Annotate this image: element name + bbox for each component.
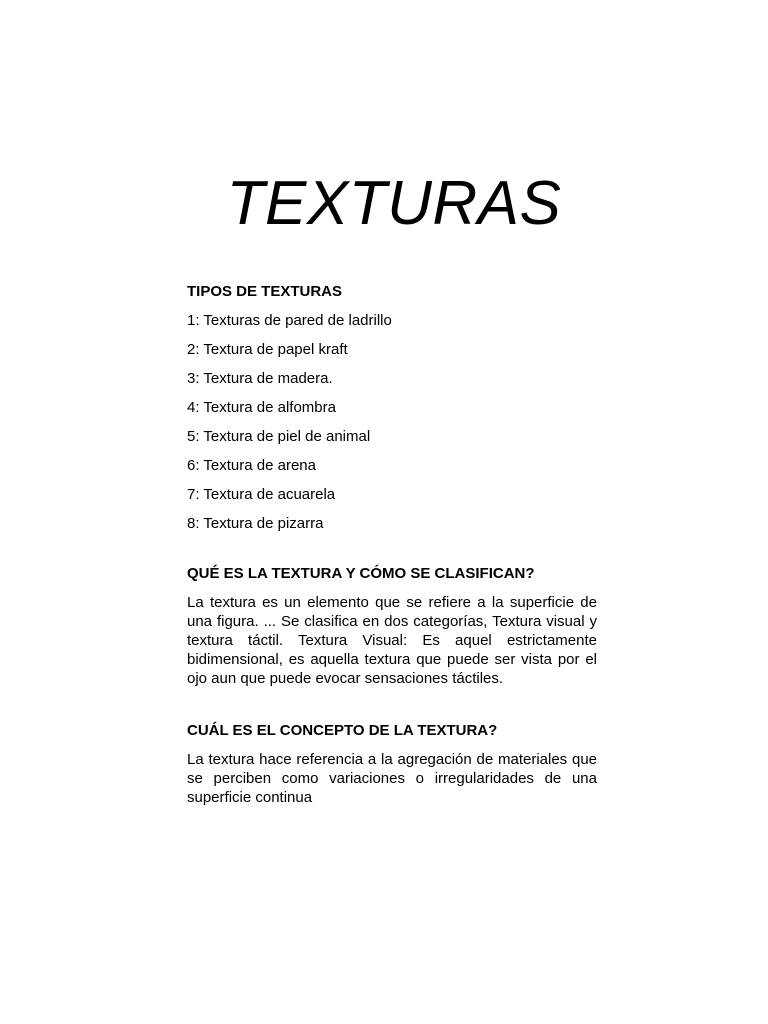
section-heading-que-es: QUÉ ES LA TEXTURA Y CÓMO SE CLASIFICAN? — [187, 565, 535, 582]
section-que-es-la-textura — [187, 564, 597, 688]
document-title: TEXTURAS — [226, 169, 562, 238]
document-body — [187, 282, 597, 807]
texture-types-list — [187, 311, 597, 533]
section-concepto-de-la-textura — [187, 721, 597, 807]
list-item: 8: Textura de pizarra — [187, 515, 324, 532]
list-item: 6: Textura de arena — [187, 457, 316, 474]
list-item: 4: Textura de alfombra — [187, 399, 336, 416]
section-paragraph-concepto: La textura hace referencia a la agregación de materiales que se perciben como variaciones o irregularidades de una superficie continua — [187, 751, 597, 806]
list-item: 7: Textura de acuarela — [187, 486, 336, 503]
list-item: 2: Textura de papel kraft — [187, 341, 348, 358]
section-tipos-de-texturas — [187, 282, 597, 533]
section-paragraph-que-es: La textura es un elemento que se refiere a la superficie de una figura. ... Se clasifica en dos categorías, Textura visual y textura táctil. Textura Visual: Es aquel estrictamente bidimensional, es aquella textura que puede ser vista por el ojo aun que puede evocar sensaciones táctiles. — [187, 594, 597, 687]
list-item: 1: Texturas de pared de ladrillo — [187, 312, 392, 329]
section-heading-concepto: CUÁL ES EL CONCEPTO DE LA TEXTURA? — [187, 722, 498, 739]
list-item: 5: Textura de piel de animal — [187, 428, 371, 445]
list-item: 3: Textura de madera. — [187, 370, 333, 387]
section-heading-tipos: TIPOS DE TEXTURAS — [187, 283, 343, 300]
